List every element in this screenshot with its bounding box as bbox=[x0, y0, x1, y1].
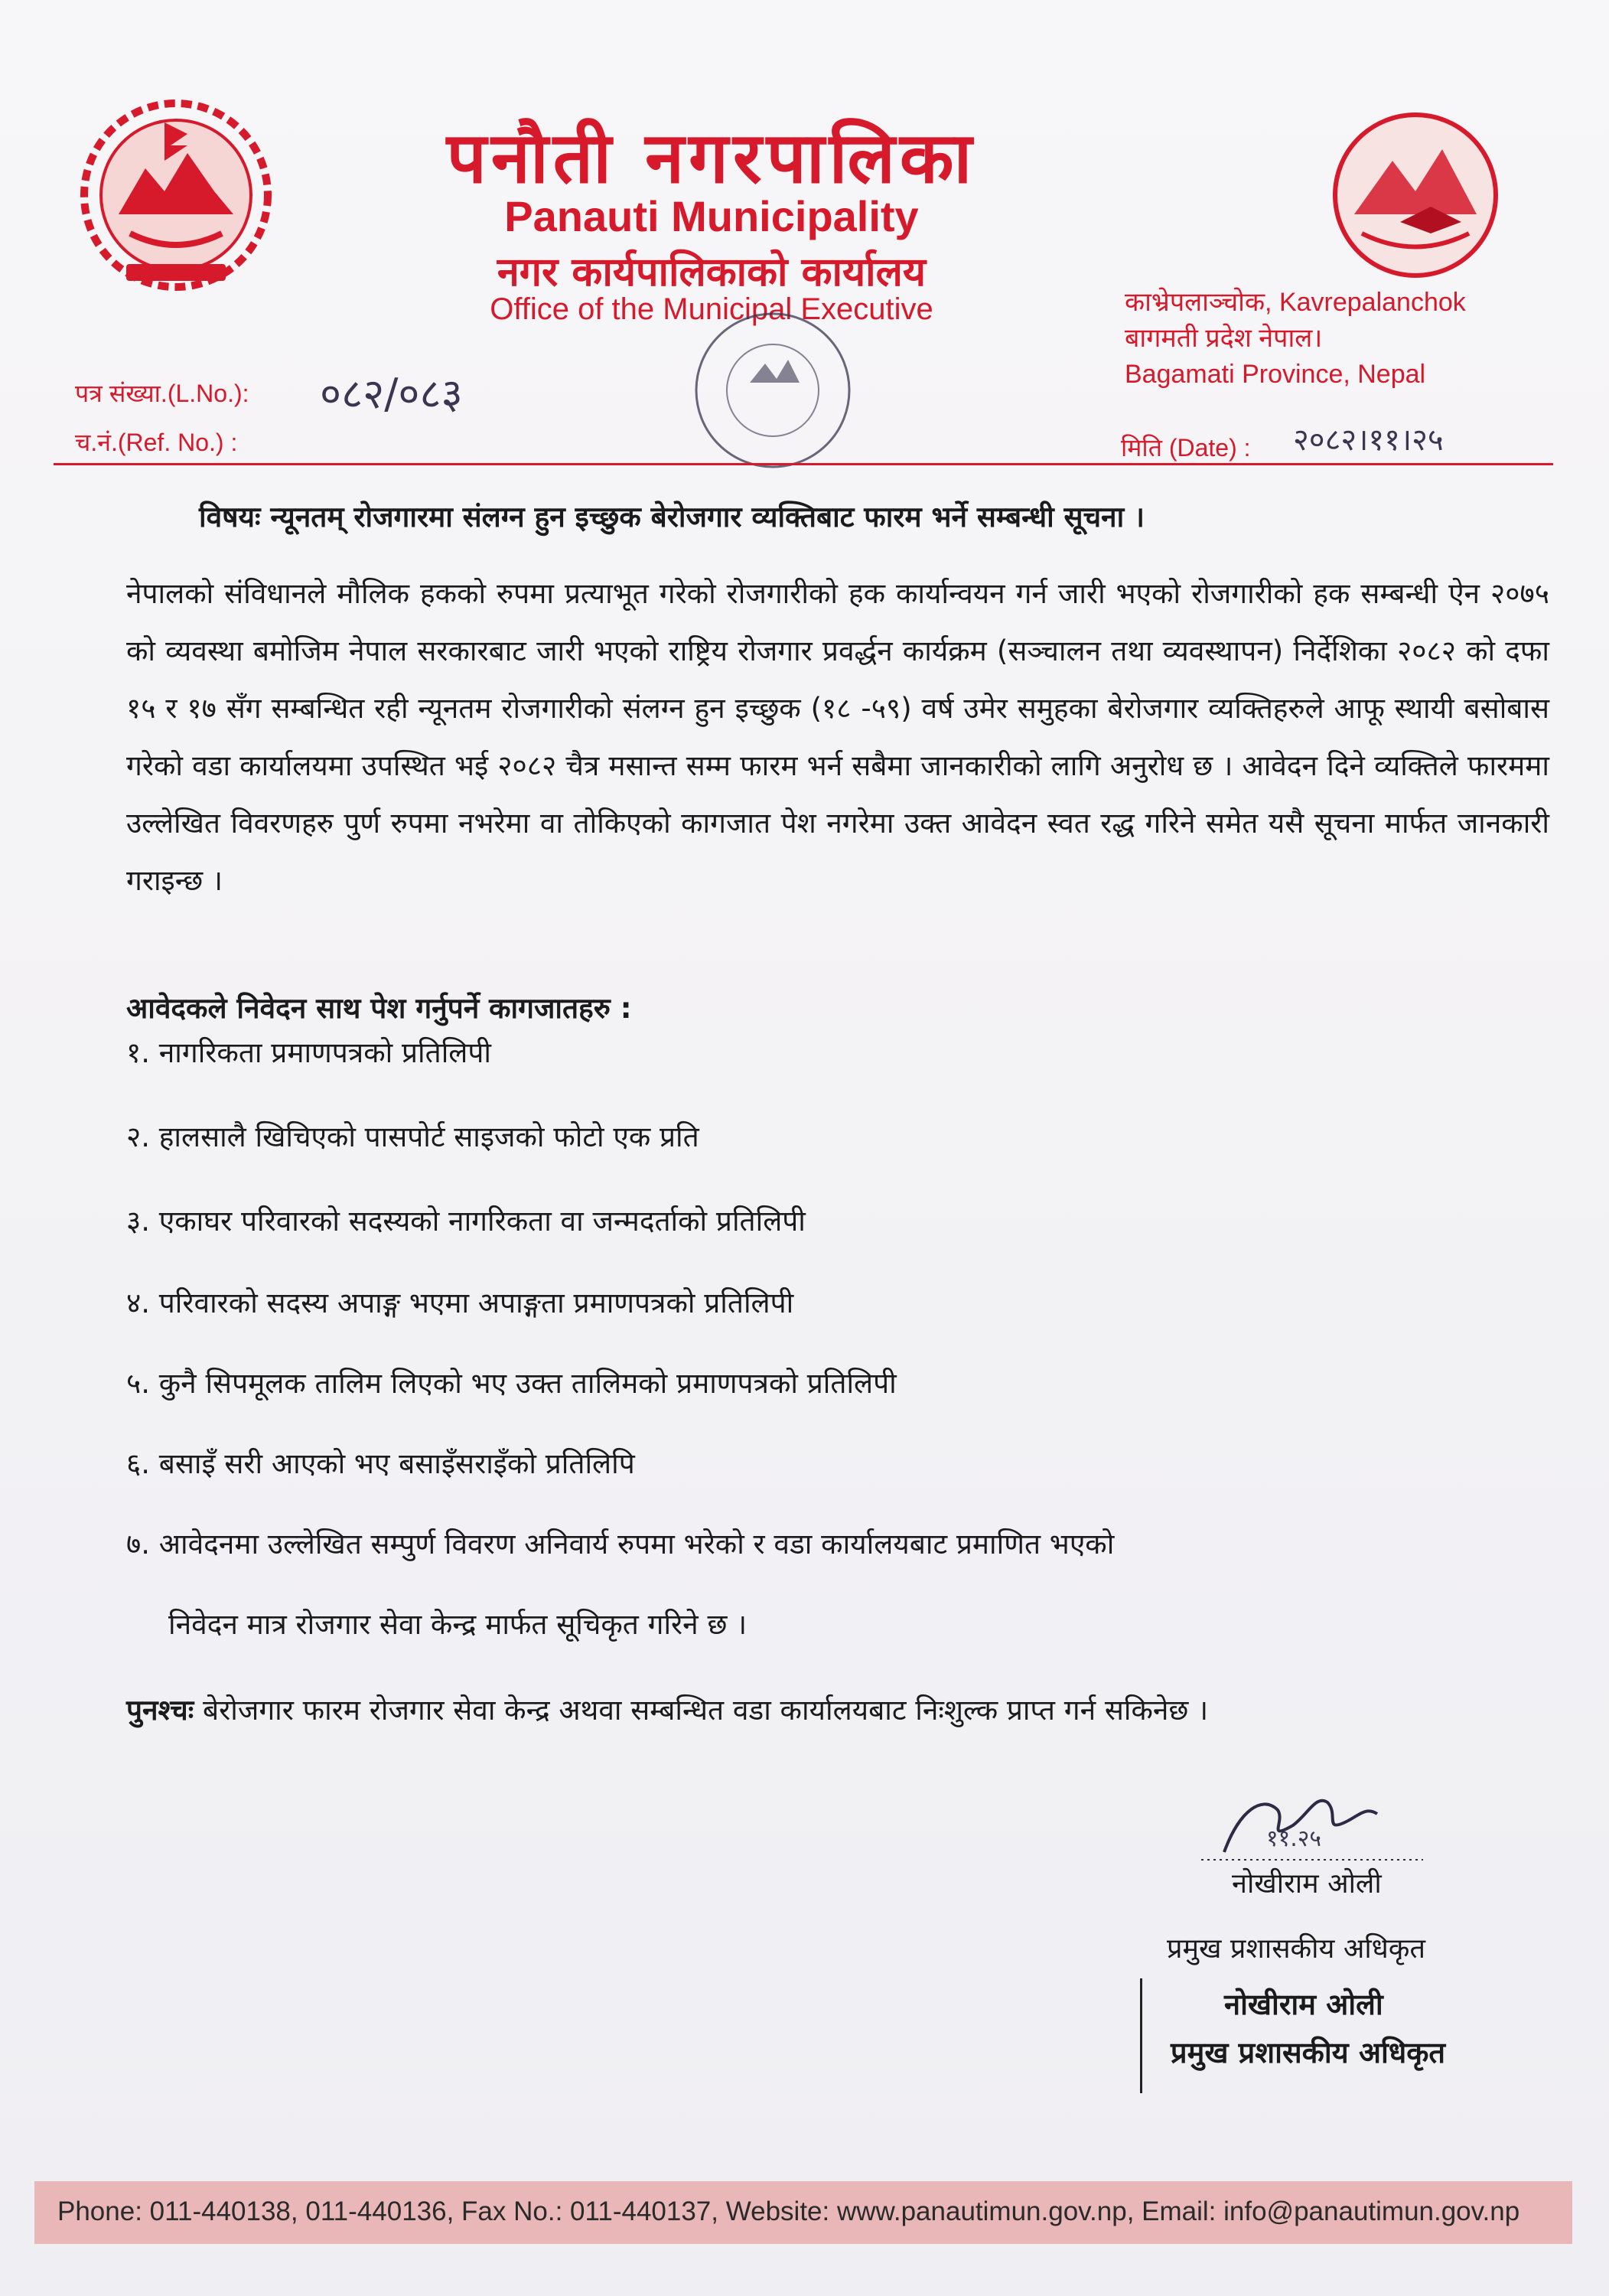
letter-no-value: ०८२/०८३ bbox=[320, 370, 463, 418]
address-line-1: काभ्रेपलाञ्चोक, Kavrepalanchok bbox=[1125, 288, 1466, 317]
list-item: ७. आवेदनमा उल्लेखित सम्पुर्ण विवरण अनिवार्य रुपमा भरेको र वडा कार्यालयबाट प्रमाणित भएको bbox=[126, 1528, 1115, 1561]
header-divider bbox=[54, 463, 1553, 465]
stamp-name: नोखीराम ओली bbox=[1224, 1988, 1383, 2021]
office-title-np: नगर कार्यपालिकाको कार्यालय bbox=[497, 249, 927, 295]
letter-no-label: पत्र संख्या.(L.No.): bbox=[75, 380, 249, 407]
subject-line: विषयः न्यूनतम् रोजगारमा संलग्न हुन इच्छुक बेरोजगार व्यक्तिबाट फारम भर्ने सम्बन्धी सूचना । bbox=[199, 501, 1145, 533]
date-value: २०८२।११।२५ bbox=[1293, 422, 1444, 458]
signature-date: ११.२५ bbox=[1266, 1825, 1321, 1852]
notice-body: नेपालको संविधानले मौलिक हकको रुपमा प्रत्याभूत गरेको रोजगारीको हक कार्यान्वयन गर्न जारी भएको रोजगारीको हक सम्बन्धी ऐन २०७५ को व्यवस्था बमोजिम नेपाल सरकारबाट जारी भएको राष्ट्रिय रोजगार प्रवर्द्धन कार्यक्रम (सञ्चालन तथा व्यवस्थापन) निर्देशिका २०८२ को दफा १५ र १७ सँग सम्बन्धित रही न्यूनतम रोजगारीको संलग्न हुन इच्छुक (१८ -५९) वर्ष उमेर समुहका बेरोजगार व्यक्तिहरुले आफू स्थायी बसोबास गरेको वडा कार्यालयमा उपस्थित भई २०८२ चैत्र मसान्त सम्म फारम भर्न सबैमा जानकारीको लागि अनुरोध छ । आवेदन दिने व्यक्तिले फारममा उल्लेखित विवरणहरु पुर्ण रुपमा नभरेमा वा तोकिएको कागजात पेश नगरेमा उक्त आवेदन स्वत रद्ध गरिने समेत यसै सूचना मार्फत जानकारी गराइन्छ । bbox=[126, 577, 1549, 897]
stamp-title: प्रमुख प्रशासकीय अधिकृत bbox=[1171, 2036, 1446, 2069]
address-line-2: बागमती प्रदेश नेपाल। bbox=[1125, 324, 1323, 353]
footer-contact: Phone: 011-440138, 011-440136, Fax No.: 011-440137, Website: www.panautimun.gov.np, Email: info@panautimun.gov.np bbox=[57, 2197, 1520, 2226]
list-item: ५. कुनै सिपमूलक तालिम लिएको भए उक्त तालिमको प्रमाणपत्रको प्रतिलिपी bbox=[126, 1367, 897, 1400]
date-label: मिति (Date) : bbox=[1121, 434, 1251, 461]
list-item-continuation: निवेदन मात्र रोजगार सेवा केन्द्र मार्फत सूचिकृत गरिने छ । bbox=[168, 1608, 748, 1641]
list-item: ३. एकाघर परिवारको सदस्यको नागरिकता वा जन्मदर्ताको प्रतिलिपी bbox=[126, 1205, 806, 1238]
documents-heading: आवेदकले निवेदन साथ पेश गर्नुपर्ने कागजातहरु : bbox=[126, 992, 632, 1025]
municipality-title-en: Panauti Municipality bbox=[504, 192, 919, 240]
postscript bbox=[126, 1684, 1473, 1737]
list-item: २. हालसालै खिचिएको पासपोर्ट साइजको फोटो एक प्रति bbox=[126, 1120, 699, 1153]
signatory-name: नोखीराम ओली bbox=[1232, 1868, 1382, 1900]
address-block bbox=[1125, 285, 1553, 393]
nepal-emblem-logo bbox=[73, 92, 279, 298]
stamp-bar bbox=[1140, 1978, 1142, 2093]
office-seal-stamp bbox=[635, 310, 910, 471]
list-item: ६. बसाइँ सरी आएको भए बसाइँसराइँको प्रतिलिपि bbox=[126, 1447, 635, 1480]
list-item: १. नागरिकता प्रमाणपत्रको प्रतिलिपी bbox=[126, 1036, 491, 1069]
list-item: ४. परिवारको सदस्य अपाङ्ग भएमा अपाङ्गता प्रमाणपत्रको प्रतिलिपी bbox=[126, 1287, 794, 1319]
footer-bar bbox=[34, 2181, 1572, 2244]
municipality-title-np: पनौती नगरपालिका bbox=[446, 117, 977, 199]
ref-no-label: च.नं.(Ref. No.) : bbox=[75, 429, 238, 456]
address-line-3: Bagamati Province, Nepal bbox=[1125, 360, 1426, 389]
office-title-en: Office of the Municipal Executive bbox=[490, 292, 933, 326]
signatory-title: प्रमुख प्रशासकीय अधिकृत bbox=[1167, 1933, 1425, 1965]
municipality-logo bbox=[1285, 107, 1545, 291]
postscript-label: पुनश्चः bbox=[126, 1694, 194, 1727]
postscript-text: बेरोजगार फारम रोजगार सेवा केन्द्र अथवा सम्बन्धित वडा कार्यालयबाट निःशुल्क प्राप्त गर्न सकिनेछ । bbox=[203, 1694, 1209, 1727]
